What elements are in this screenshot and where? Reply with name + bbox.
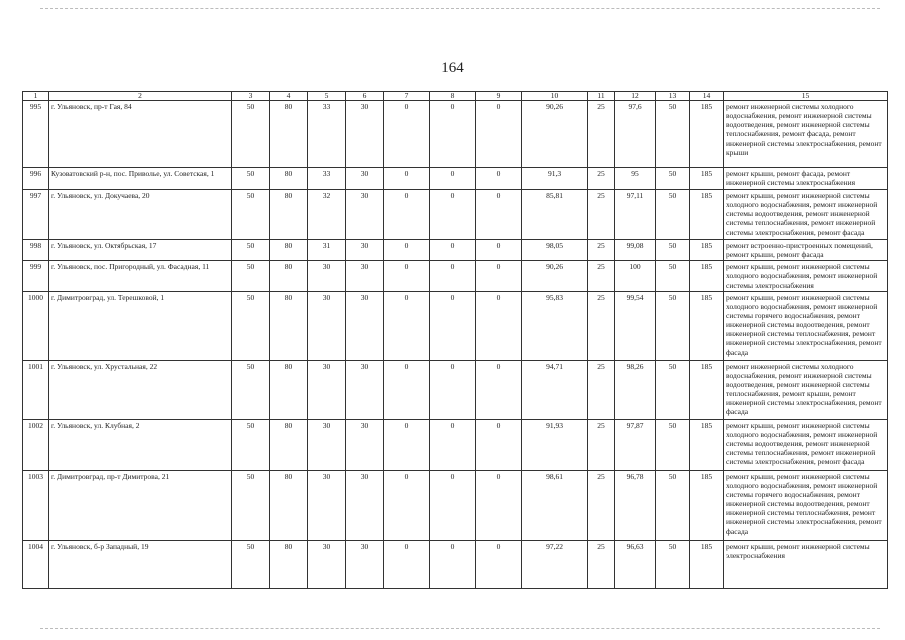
value-cell: 97,22 xyxy=(522,540,588,588)
value-cell: 25 xyxy=(588,470,615,540)
row-number: 1003 xyxy=(23,470,49,540)
address-cell: г. Димитровград, пр-т Димитрова, 21 xyxy=(49,470,232,540)
value-cell: 25 xyxy=(588,419,615,470)
table-row xyxy=(23,360,888,419)
value-cell: 95 xyxy=(615,168,656,190)
value-cell: 96,78 xyxy=(615,470,656,540)
value-cell: 95,83 xyxy=(522,291,588,360)
value-cell: 50 xyxy=(656,291,690,360)
value-cell: 0 xyxy=(476,540,522,588)
value-cell: 0 xyxy=(384,291,430,360)
value-cell: 30 xyxy=(308,540,346,588)
address-cell: г. Ульяновск, ул. Хрустальная, 22 xyxy=(49,360,232,419)
column-header-3: 3 xyxy=(232,92,270,101)
repair-works-cell: ремонт крыши, ремонт инженерной системы холодного водоснабжения, ремонт инженерной системы электроснабжения xyxy=(724,261,888,291)
value-cell: 0 xyxy=(384,261,430,291)
value-cell: 0 xyxy=(430,168,476,190)
value-cell: 30 xyxy=(308,360,346,419)
value-cell: 50 xyxy=(232,168,270,190)
column-header-10: 10 xyxy=(522,92,588,101)
value-cell: 0 xyxy=(384,470,430,540)
value-cell: 0 xyxy=(476,240,522,261)
repair-works-cell: ремонт инженерной системы холодного водоснабжения, ремонт инженерной системы водоотведения, ремонт инженерной системы теплоснабжения, ремонт фасада, ремонт инженерной системы электроснабжения, ремонт крыши xyxy=(724,101,888,168)
value-cell: 0 xyxy=(476,419,522,470)
value-cell: 25 xyxy=(588,540,615,588)
value-cell: 80 xyxy=(270,240,308,261)
value-cell: 50 xyxy=(232,360,270,419)
value-cell: 30 xyxy=(346,190,384,240)
row-number: 999 xyxy=(23,261,49,291)
value-cell: 30 xyxy=(346,261,384,291)
repair-works-cell: ремонт встроенно-пристроенных помещений, ремонт крыши, ремонт фасада xyxy=(724,240,888,261)
value-cell: 30 xyxy=(308,470,346,540)
value-cell: 0 xyxy=(430,419,476,470)
value-cell: 50 xyxy=(656,419,690,470)
value-cell: 98,61 xyxy=(522,470,588,540)
value-cell: 0 xyxy=(384,419,430,470)
row-number: 1000 xyxy=(23,291,49,360)
value-cell: 85,81 xyxy=(522,190,588,240)
value-cell: 80 xyxy=(270,261,308,291)
table-row xyxy=(23,540,888,588)
value-cell: 30 xyxy=(346,360,384,419)
repair-works-cell: ремонт крыши, ремонт инженерной системы холодного водоснабжения, ремонт инженерной системы горячего водоснабжения, ремонт инженерной системы водоотведения, ремонт инженерной системы теплоснабжения, ремонт инженерной системы электроснабжения, ремонт фасада xyxy=(724,291,888,360)
value-cell: 30 xyxy=(308,419,346,470)
value-cell: 30 xyxy=(346,168,384,190)
value-cell: 30 xyxy=(346,540,384,588)
column-header-5: 5 xyxy=(308,92,346,101)
value-cell: 50 xyxy=(656,360,690,419)
value-cell: 185 xyxy=(690,101,724,168)
address-cell: г. Ульяновск, пр-т Гая, 84 xyxy=(49,101,232,168)
row-number: 997 xyxy=(23,190,49,240)
value-cell: 50 xyxy=(656,540,690,588)
value-cell: 0 xyxy=(476,261,522,291)
value-cell: 185 xyxy=(690,419,724,470)
value-cell: 50 xyxy=(232,470,270,540)
column-header-2: 2 xyxy=(49,92,232,101)
value-cell: 0 xyxy=(430,261,476,291)
value-cell: 185 xyxy=(690,240,724,261)
value-cell: 25 xyxy=(588,240,615,261)
row-number: 998 xyxy=(23,240,49,261)
value-cell: 25 xyxy=(588,101,615,168)
value-cell: 185 xyxy=(690,360,724,419)
repair-works-cell: ремонт крыши, ремонт фасада, ремонт инженерной системы электроснабжения xyxy=(724,168,888,190)
value-cell: 99,08 xyxy=(615,240,656,261)
column-header-12: 12 xyxy=(615,92,656,101)
value-cell: 50 xyxy=(232,261,270,291)
value-cell: 185 xyxy=(690,261,724,291)
column-header-15: 15 xyxy=(724,92,888,101)
table-row xyxy=(23,291,888,360)
value-cell: 0 xyxy=(384,190,430,240)
value-cell: 0 xyxy=(476,360,522,419)
value-cell: 33 xyxy=(308,168,346,190)
table-row xyxy=(23,101,888,168)
row-number: 995 xyxy=(23,101,49,168)
address-cell: г. Димитровград, ул. Терешковой, 1 xyxy=(49,291,232,360)
value-cell: 0 xyxy=(430,190,476,240)
value-cell: 25 xyxy=(588,360,615,419)
value-cell: 30 xyxy=(346,101,384,168)
value-cell: 0 xyxy=(430,470,476,540)
value-cell: 90,26 xyxy=(522,261,588,291)
table-row xyxy=(23,261,888,291)
address-cell: г. Ульяновск, ул. Октябрьская, 17 xyxy=(49,240,232,261)
value-cell: 50 xyxy=(232,291,270,360)
value-cell: 25 xyxy=(588,261,615,291)
value-cell: 50 xyxy=(232,190,270,240)
page-number: 164 xyxy=(441,60,464,76)
column-header-7: 7 xyxy=(384,92,430,101)
value-cell: 97,6 xyxy=(615,101,656,168)
table-header-row xyxy=(23,92,888,101)
value-cell: 97,11 xyxy=(615,190,656,240)
value-cell: 80 xyxy=(270,540,308,588)
value-cell: 90,26 xyxy=(522,101,588,168)
value-cell: 50 xyxy=(656,261,690,291)
value-cell: 0 xyxy=(430,360,476,419)
value-cell: 185 xyxy=(690,540,724,588)
value-cell: 80 xyxy=(270,419,308,470)
value-cell: 25 xyxy=(588,168,615,190)
table-row xyxy=(23,168,888,190)
value-cell: 50 xyxy=(232,240,270,261)
value-cell: 30 xyxy=(346,419,384,470)
value-cell: 50 xyxy=(656,101,690,168)
row-number: 1004 xyxy=(23,540,49,588)
value-cell: 96,63 xyxy=(615,540,656,588)
repair-works-cell: ремонт крыши, ремонт инженерной системы электроснабжения xyxy=(724,540,888,588)
address-cell: г. Ульяновск, пос. Пригородный, ул. Фасадная, 11 xyxy=(49,261,232,291)
value-cell: 25 xyxy=(588,291,615,360)
value-cell: 0 xyxy=(476,101,522,168)
value-cell: 0 xyxy=(430,101,476,168)
value-cell: 94,71 xyxy=(522,360,588,419)
column-header-13: 13 xyxy=(656,92,690,101)
value-cell: 185 xyxy=(690,291,724,360)
value-cell: 91,3 xyxy=(522,168,588,190)
value-cell: 0 xyxy=(476,291,522,360)
value-cell: 33 xyxy=(308,101,346,168)
value-cell: 80 xyxy=(270,101,308,168)
value-cell: 0 xyxy=(384,360,430,419)
row-number: 996 xyxy=(23,168,49,190)
value-cell: 0 xyxy=(384,540,430,588)
table-row xyxy=(23,240,888,261)
value-cell: 50 xyxy=(656,240,690,261)
value-cell: 30 xyxy=(346,470,384,540)
value-cell: 30 xyxy=(346,291,384,360)
column-header-9: 9 xyxy=(476,92,522,101)
value-cell: 30 xyxy=(346,240,384,261)
value-cell: 50 xyxy=(232,419,270,470)
repair-works-cell: ремонт крыши, ремонт инженерной системы холодного водоснабжения, ремонт инженерной системы водоотведения, ремонт инженерной системы теплоснабжения, ремонт инженерной системы электроснабжения, ремонт фасада xyxy=(724,419,888,470)
value-cell: 91,93 xyxy=(522,419,588,470)
value-cell: 98,05 xyxy=(522,240,588,261)
value-cell: 99,54 xyxy=(615,291,656,360)
value-cell: 98,26 xyxy=(615,360,656,419)
value-cell: 31 xyxy=(308,240,346,261)
value-cell: 0 xyxy=(384,101,430,168)
column-header-11: 11 xyxy=(588,92,615,101)
value-cell: 0 xyxy=(384,168,430,190)
column-header-4: 4 xyxy=(270,92,308,101)
value-cell: 0 xyxy=(476,168,522,190)
value-cell: 0 xyxy=(430,540,476,588)
repair-works-cell: ремонт инженерной системы холодного водоснабжения, ремонт инженерной системы водоотведения, ремонт инженерной системы теплоснабжения, ремонт крыши, ремонт инженерной системы электроснабжения, ремонт фасада xyxy=(724,360,888,419)
value-cell: 0 xyxy=(430,291,476,360)
repair-works-cell: ремонт крыши, ремонт инженерной системы холодного водоснабжения, ремонт инженерной системы горячего водоснабжения, ремонт инженерной системы водоотведения, ремонт инженерной системы теплоснабжения, ремонт инженерной системы электроснабжения, ремонт фасада xyxy=(724,470,888,540)
value-cell: 185 xyxy=(690,470,724,540)
value-cell: 80 xyxy=(270,168,308,190)
value-cell: 0 xyxy=(476,470,522,540)
column-header-6: 6 xyxy=(346,92,384,101)
value-cell: 0 xyxy=(476,190,522,240)
value-cell: 0 xyxy=(384,240,430,261)
repair-works-cell: ремонт крыши, ремонт инженерной системы холодного водоснабжения, ремонт инженерной системы водоотведения, ремонт инженерной системы теплоснабжения, ремонт инженерной системы электроснабжения, ремонт фасада xyxy=(724,190,888,240)
column-header-8: 8 xyxy=(430,92,476,101)
address-cell: г. Ульяновск, ул. Клубная, 2 xyxy=(49,419,232,470)
value-cell: 50 xyxy=(232,101,270,168)
value-cell: 50 xyxy=(656,168,690,190)
value-cell: 50 xyxy=(656,470,690,540)
value-cell: 50 xyxy=(232,540,270,588)
value-cell: 32 xyxy=(308,190,346,240)
address-cell: г. Ульяновск, б-р Западный, 19 xyxy=(49,540,232,588)
value-cell: 80 xyxy=(270,190,308,240)
repair-schedule-table xyxy=(22,91,888,589)
column-header-14: 14 xyxy=(690,92,724,101)
scan-edge-bottom xyxy=(40,628,880,629)
value-cell: 30 xyxy=(308,261,346,291)
value-cell: 80 xyxy=(270,291,308,360)
value-cell: 80 xyxy=(270,470,308,540)
row-number: 1002 xyxy=(23,419,49,470)
table-row xyxy=(23,470,888,540)
value-cell: 50 xyxy=(656,190,690,240)
value-cell: 185 xyxy=(690,190,724,240)
table-row xyxy=(23,190,888,240)
value-cell: 185 xyxy=(690,168,724,190)
address-cell: Кузоватовский р-н, пос. Приволье, ул. Советская, 1 xyxy=(49,168,232,190)
scan-edge-top xyxy=(40,8,880,9)
value-cell: 30 xyxy=(308,291,346,360)
address-cell: г. Ульяновск, ул. Докучаева, 20 xyxy=(49,190,232,240)
value-cell: 0 xyxy=(430,240,476,261)
value-cell: 97,87 xyxy=(615,419,656,470)
value-cell: 80 xyxy=(270,360,308,419)
value-cell: 25 xyxy=(588,190,615,240)
row-number: 1001 xyxy=(23,360,49,419)
value-cell: 100 xyxy=(615,261,656,291)
table-row xyxy=(23,419,888,470)
column-header-1: 1 xyxy=(23,92,49,101)
